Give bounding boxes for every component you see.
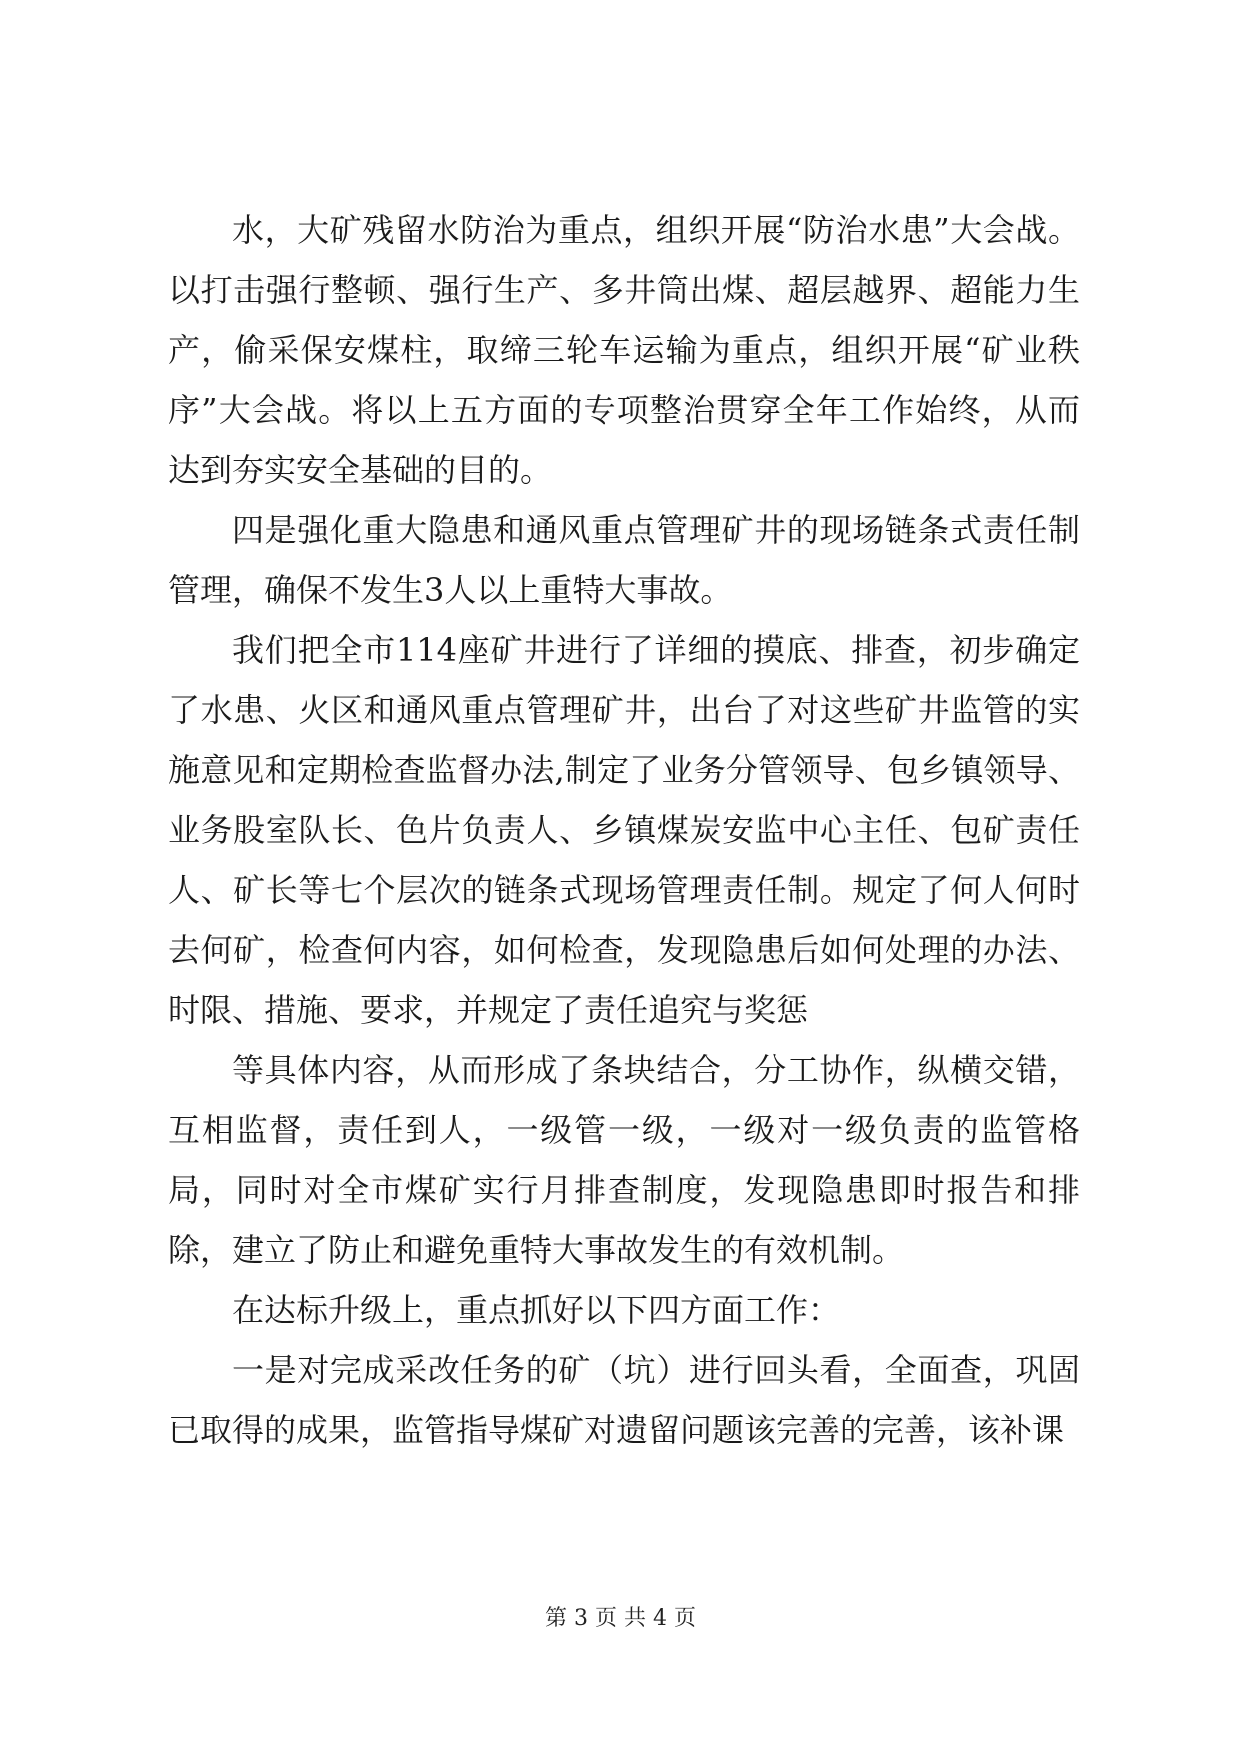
paragraph-4: 等具体内容，从而形成了条块结合，分工协作，纵横交错，互相监督，责任到人，一级管一级，一级对一级负责的监管格局，同时对全市煤矿实行月排查制度，发现隐患即时报告和排除，建立了防止和避免重特大事故发生的有效机制。 — [168, 1051, 1080, 1269]
paragraph-3: 我们把全市114座矿井进行了详细的摸底、排查，初步确定了水患、火区和通风重点管理矿井，出台了对这些矿井监管的实施意见和定期检查监督办法,制定了业务分管领导、包乡镇领导、业务股室队长、色片负责人、乡镇煤炭安监中心主任、包矿责任人、矿长等七个层次的链条式现场管理责任制。规定了何人何时去何矿，检查何内容，如何检查，发现隐患后如何处理的办法、时限、措施、要求，并规定了责任追究与奖惩 — [168, 631, 1080, 1029]
paragraph-1: 水，大矿残留水防治为重点，组织开展“防治水患”大会战。以打击强行整顿、强行生产、多井筒出煤、超层越界、超能力生产，偷采保安煤柱，取缔三轮车运输为重点，组织开展“矿业秩序”大会战。将以上五方面的专项整治贯穿全年工作始终，从而达到夯实安全基础的目的。 — [168, 211, 1080, 489]
page-footer: 第 3 页 共 4 页 — [545, 1606, 696, 1631]
paragraph-2: 四是强化重大隐患和通风重点管理矿井的现场链条式责任制管理，确保不发生3人以上重特大事故。 — [168, 511, 1080, 609]
paragraph-6: 一是对完成采改任务的矿（坑）进行回头看，全面查，巩固已取得的成果，监管指导煤矿对遗留问题该完善的完善，该补课 — [168, 1351, 1080, 1449]
body-text — [168, 200, 1080, 1460]
paragraph-5: 在达标升级上，重点抓好以下四方面工作： — [232, 1291, 841, 1329]
